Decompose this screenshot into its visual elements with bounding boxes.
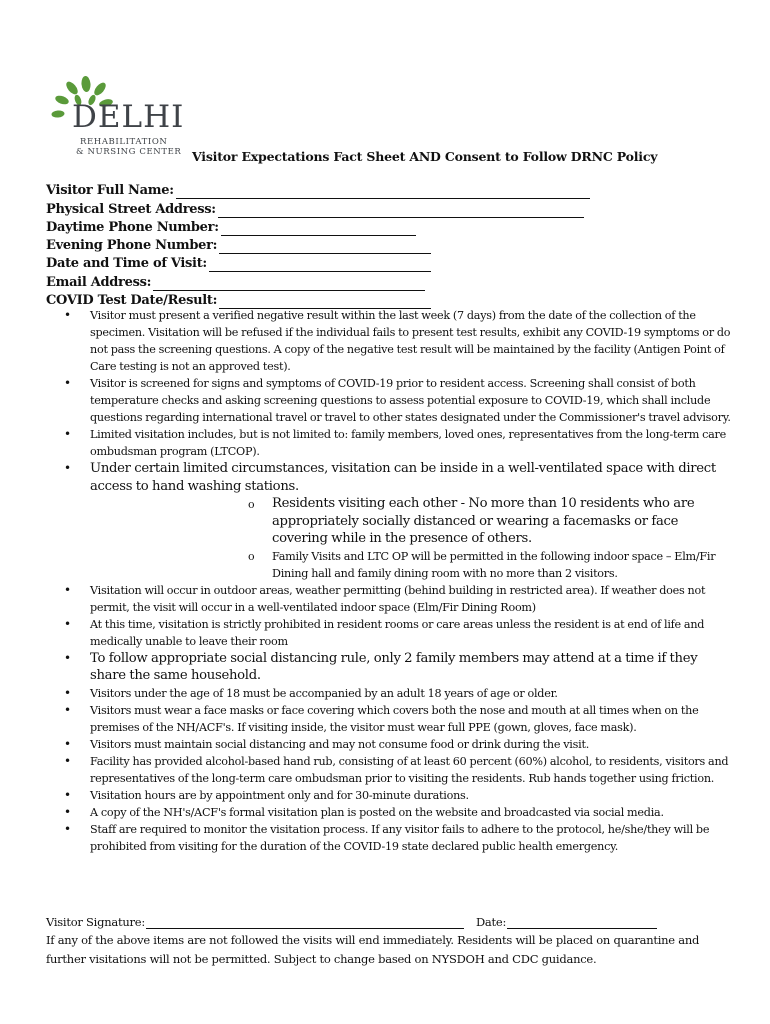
street-address-field: [46, 199, 606, 217]
closing-note: If any of the above items are not followed the visits will end immediately. Residents will be placed on quarantine and further visitations will not be permitted. Subject to change based on NYSDOH and CDC guidance.: [46, 933, 700, 966]
logo-line-1: REHABILITATION: [80, 137, 168, 147]
page-title: Visitor Expectations Fact Sheet AND Consent to Follow DRNC Policy: [192, 149, 658, 164]
visit-datetime-field: [46, 254, 606, 272]
sub-list-item: o Family Visits and LTC OP will be permitted in the following indoor space – Elm/Fir Dining hall and family dining room with no more than 2 visitors.: [62, 548, 732, 582]
list-item: • Limited visitation includes, but is not limited to: family members, loved ones, representatives from the long-term care ombudsman program (LTCOP).: [62, 426, 732, 460]
visitor-name-field: [46, 181, 606, 199]
email-field: [46, 272, 606, 290]
field-label: Evening Phone Number:: [46, 238, 218, 254]
signature-row: [46, 911, 746, 929]
list-item: • Staff are required to monitor the visitation process. If any visitor fails to adhere to the protocol, he/she/they will be prohibited from visiting for the duration of the COVID-19 state declared public health emergency.: [62, 821, 732, 855]
street-address-input[interactable]: [218, 204, 584, 218]
logo-line-2: & NURSING CENTER: [76, 147, 182, 157]
email-input[interactable]: [153, 277, 425, 291]
visitor-info-form: [46, 181, 606, 309]
date-label: Date:: [475, 915, 507, 929]
list-item: • To follow appropriate social distancing rule, only 2 family members may attend at a time if they share the same household.: [62, 650, 732, 685]
list-item: • A copy of the NH's/ACF's formal visitation plan is posted on the website and broadcasted via social media.: [62, 804, 732, 821]
list-item: • Under certain limited circumstances, visitation can be inside in a well-ventilated space with direct access to hand washing stations.: [62, 460, 732, 495]
visit-datetime-input[interactable]: [209, 258, 431, 272]
policy-list: [62, 307, 732, 855]
evening-phone-input[interactable]: [219, 240, 431, 254]
list-item: • Visitors under the age of 18 must be accompanied by an adult 18 years of age or older.: [62, 685, 732, 702]
list-item: • Facility has provided alcohol-based hand rub, consisting of at least 60 percent (60%) alcohol, to residents, visitors and representatives of the long-term care ombudsman prior to visiting the residents. Rub hands together using friction.: [62, 753, 732, 787]
logo-wordmark: DELHI: [72, 99, 185, 135]
signature-section: [46, 911, 746, 969]
sub-list-item: o Residents visiting each other - No more than 10 residents who are appropriately socially distanced or wearing a facemasks or face covering while in the presence of others.: [62, 495, 732, 548]
list-item: • Visitors must wear a face masks or face covering which covers both the nose and mouth at all times when on the premises of the NH/ACF's. If visiting inside, the visitor must wear full PPE (gown, gloves, face mask).: [62, 702, 732, 736]
visitor-name-input[interactable]: [176, 185, 590, 199]
field-label: Daytime Phone Number:: [46, 219, 219, 235]
list-item: • Visitor is screened for signs and symptoms of COVID-19 prior to resident access. Screening shall consist of both temperature checks and asking screening questions to assess potential exposure to COVID-19, which shall include questions regarding international travel or travel to other states designated under the Commissioner's travel advisory.: [62, 375, 732, 426]
date-input[interactable]: [507, 916, 657, 929]
daytime-phone-input[interactable]: [221, 222, 416, 236]
list-item: • At this time, visitation is strictly prohibited in resident rooms or care areas unless the resident is at end of life and medically unable to leave their room: [62, 616, 732, 650]
list-item: • Visitation hours are by appointment only and for 30-minute durations.: [62, 787, 732, 804]
field-label: COVID Test Date/Result:: [46, 293, 218, 309]
signature-label: Visitor Signature:: [46, 915, 145, 929]
field-label: Email Address:: [46, 274, 152, 290]
list-item: • Visitors must maintain social distancing and may not consume food or drink during the visit.: [62, 736, 732, 753]
signature-input[interactable]: [146, 916, 464, 929]
list-item: • Visitation will occur in outdoor areas, weather permitting (behind building in restricted area). If weather does not permit, the visit will occur in a well-ventilated indoor space (Elm/Fir Dining Room): [62, 582, 732, 616]
list-item: • Visitor must present a verified negative result within the last week (7 days) from the date of the collection of the specimen. Visitation will be refused if the individual fails to present test results, exhibit any COVID-19 symptoms or do not pass the screening questions. A copy of the negative test result will be maintained by the facility (Antigen Point of Care testing is not an approved test).: [62, 307, 732, 375]
field-label: Date and Time of Visit:: [46, 256, 207, 272]
daytime-phone-field: [46, 218, 606, 236]
field-label: Visitor Full Name:: [46, 183, 174, 199]
facility-logo: [48, 76, 188, 162]
field-label: Physical Street Address:: [46, 201, 216, 217]
evening-phone-field: [46, 236, 606, 254]
